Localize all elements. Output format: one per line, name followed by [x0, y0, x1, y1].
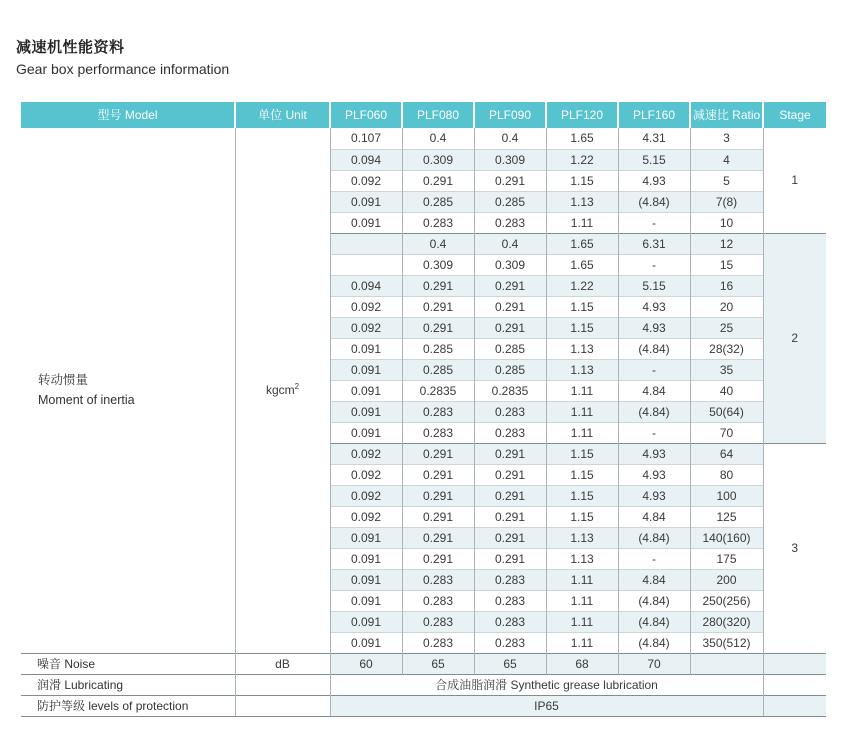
- header-stage: Stage: [763, 102, 826, 128]
- noise-value-plf060: 60: [330, 653, 402, 674]
- ratio-value-cell: 20: [690, 296, 763, 317]
- inertia-value-cell: 0.091: [330, 212, 402, 233]
- table-header-row: [21, 102, 826, 128]
- ratio-value-cell: 25: [690, 317, 763, 338]
- inertia-value-cell: 0.291: [402, 527, 474, 548]
- ratio-value-cell: 35: [690, 359, 763, 380]
- inertia-value-cell: 0.291: [402, 443, 474, 464]
- inertia-value-cell: 1.15: [546, 317, 618, 338]
- inertia-value-cell: 0.283: [402, 401, 474, 422]
- inertia-value-cell: 0.091: [330, 338, 402, 359]
- inertia-value-cell: 1.13: [546, 527, 618, 548]
- inertia-value-cell: 0.283: [474, 422, 546, 443]
- inertia-value-cell: 1.13: [546, 191, 618, 212]
- header-ratio: 减速比 Ratio: [690, 102, 763, 128]
- inertia-value-cell: 4.93: [618, 485, 690, 506]
- inertia-value-cell: 0.094: [330, 275, 402, 296]
- noise-row: [21, 653, 826, 674]
- lubricating-label: 润滑 Lubricating: [21, 674, 235, 695]
- inertia-row: [21, 128, 826, 149]
- ratio-value-cell: 28(32): [690, 338, 763, 359]
- inertia-value-cell: 0.291: [474, 464, 546, 485]
- inertia-value-cell: 1.13: [546, 338, 618, 359]
- inertia-value-cell: 4.93: [618, 443, 690, 464]
- inertia-value-cell: 0.309: [474, 149, 546, 170]
- ratio-value-cell: 15: [690, 254, 763, 275]
- inertia-value-cell: [330, 254, 402, 275]
- unit-superscript: 2: [294, 382, 300, 392]
- inertia-value-cell: 0.285: [474, 359, 546, 380]
- noise-label: 噪音 Noise: [21, 653, 235, 674]
- inertia-value-cell: 0.091: [330, 611, 402, 632]
- inertia-value-cell: 0.091: [330, 401, 402, 422]
- inertia-value-cell: 0.291: [402, 317, 474, 338]
- inertia-value-cell: 0.283: [474, 212, 546, 233]
- inertia-value-cell: 0.091: [330, 422, 402, 443]
- inertia-value-cell: 0.091: [330, 590, 402, 611]
- inertia-value-cell: 1.11: [546, 401, 618, 422]
- protection-label: 防护等级 levels of protection: [21, 695, 235, 716]
- inertia-value-cell: 0.4: [402, 233, 474, 254]
- inertia-value-cell: 1.13: [546, 359, 618, 380]
- inertia-value-cell: 0.291: [474, 548, 546, 569]
- inertia-value-cell: 0.291: [474, 527, 546, 548]
- inertia-value-cell: (4.84): [618, 191, 690, 212]
- header-plf120: PLF120: [546, 102, 618, 128]
- inertia-value-cell: 0.091: [330, 359, 402, 380]
- ratio-value-cell: 5: [690, 170, 763, 191]
- inertia-value-cell: -: [618, 254, 690, 275]
- title-block: [16, 36, 229, 77]
- inertia-value-cell: 0.285: [402, 359, 474, 380]
- inertia-value-cell: 0.291: [402, 275, 474, 296]
- inertia-value-cell: 0.309: [402, 254, 474, 275]
- lubricating-unit-empty: [235, 674, 330, 695]
- inertia-value-cell: 1.65: [546, 233, 618, 254]
- ratio-value-cell: 250(256): [690, 590, 763, 611]
- inertia-value-cell: 1.65: [546, 128, 618, 149]
- header-plf160: PLF160: [618, 102, 690, 128]
- inertia-value-cell: 4.93: [618, 464, 690, 485]
- inertia-value-cell: 0.092: [330, 170, 402, 191]
- noise-value-plf080: 65: [402, 653, 474, 674]
- page-title-en: Gear box performance information: [16, 61, 230, 77]
- inertia-value-cell: 6.31: [618, 233, 690, 254]
- inertia-value-cell: 0.283: [402, 422, 474, 443]
- lubricating-value: 合成油脂润滑 Synthetic grease lubrication: [330, 674, 763, 695]
- inertia-value-cell: 0.091: [330, 569, 402, 590]
- inertia-value-cell: 0.091: [330, 548, 402, 569]
- unit-base: kgcm: [265, 383, 295, 398]
- inertia-value-cell: 1.11: [546, 380, 618, 401]
- inertia-value-cell: 0.291: [474, 443, 546, 464]
- inertia-value-cell: 1.15: [546, 443, 618, 464]
- inertia-value-cell: 1.65: [546, 254, 618, 275]
- inertia-value-cell: 0.092: [330, 296, 402, 317]
- inertia-value-cell: 1.13: [546, 548, 618, 569]
- header-plf060: PLF060: [330, 102, 402, 128]
- inertia-value-cell: (4.84): [618, 527, 690, 548]
- inertia-value-cell: 5.15: [618, 275, 690, 296]
- inertia-value-cell: 0.2835: [402, 380, 474, 401]
- inertia-value-cell: 0.092: [330, 464, 402, 485]
- stage-cell: 3: [763, 443, 826, 653]
- inertia-value-cell: 0.107: [330, 128, 402, 149]
- inertia-value-cell: 0.091: [330, 380, 402, 401]
- protection-row: [21, 695, 826, 716]
- noise-unit: dB: [235, 653, 330, 674]
- protection-unit-empty: [235, 695, 330, 716]
- inertia-value-cell: -: [618, 212, 690, 233]
- inertia-value-cell: (4.84): [618, 338, 690, 359]
- inertia-value-cell: (4.84): [618, 632, 690, 653]
- ratio-value-cell: 10: [690, 212, 763, 233]
- ratio-value-cell: 4: [690, 149, 763, 170]
- inertia-value-cell: 0.283: [474, 611, 546, 632]
- ratio-value-cell: 3: [690, 128, 763, 149]
- inertia-value-cell: 0.091: [330, 527, 402, 548]
- ratio-value-cell: 125: [690, 506, 763, 527]
- performance-table: [21, 102, 826, 717]
- ratio-value-cell: 80: [690, 464, 763, 485]
- inertia-label-en: Moment of inertia: [38, 393, 135, 408]
- inertia-value-cell: 0.291: [402, 485, 474, 506]
- inertia-value-cell: 0.283: [402, 569, 474, 590]
- inertia-value-cell: 4.93: [618, 170, 690, 191]
- ratio-value-cell: 200: [690, 569, 763, 590]
- ratio-value-cell: 40: [690, 380, 763, 401]
- inertia-value-cell: 4.93: [618, 296, 690, 317]
- noise-value-plf160: 70: [618, 653, 690, 674]
- lubricating-stage-empty: [763, 674, 826, 695]
- inertia-value-cell: 1.11: [546, 632, 618, 653]
- inertia-value-cell: 0.283: [402, 611, 474, 632]
- noise-value-plf090: 65: [474, 653, 546, 674]
- inertia-value-cell: 0.091: [330, 191, 402, 212]
- inertia-value-cell: 1.11: [546, 422, 618, 443]
- inertia-value-cell: 1.11: [546, 212, 618, 233]
- ratio-value-cell: 280(320): [690, 611, 763, 632]
- page-title-zh: 减速机性能资料: [16, 39, 125, 56]
- inertia-value-cell: 0.285: [474, 338, 546, 359]
- inertia-value-cell: 0.092: [330, 506, 402, 527]
- inertia-value-cell: 4.31: [618, 128, 690, 149]
- inertia-value-cell: 0.291: [474, 296, 546, 317]
- inertia-value-cell: 0.291: [474, 506, 546, 527]
- ratio-value-cell: 140(160): [690, 527, 763, 548]
- inertia-value-cell: 0.291: [474, 317, 546, 338]
- inertia-value-cell: 0.283: [474, 632, 546, 653]
- inertia-value-cell: 0.291: [402, 296, 474, 317]
- inertia-value-cell: 0.092: [330, 317, 402, 338]
- noise-value-plf120: 68: [546, 653, 618, 674]
- protection-stage-empty: [763, 695, 826, 716]
- inertia-value-cell: 1.15: [546, 170, 618, 191]
- header-plf090: PLF090: [474, 102, 546, 128]
- inertia-value-cell: 1.11: [546, 590, 618, 611]
- inertia-unit: [235, 128, 330, 653]
- inertia-value-cell: (4.84): [618, 401, 690, 422]
- ratio-value-cell: 175: [690, 548, 763, 569]
- inertia-value-cell: 1.22: [546, 149, 618, 170]
- inertia-value-cell: 0.291: [402, 506, 474, 527]
- inertia-value-cell: 0.285: [402, 191, 474, 212]
- inertia-value-cell: 0.291: [474, 170, 546, 191]
- inertia-value-cell: 0.4: [474, 128, 546, 149]
- inertia-value-cell: 0.4: [474, 233, 546, 254]
- inertia-value-cell: 1.22: [546, 275, 618, 296]
- inertia-model-label: [21, 128, 235, 653]
- inertia-value-cell: 0.285: [474, 191, 546, 212]
- inertia-value-cell: 1.11: [546, 611, 618, 632]
- inertia-value-cell: 0.091: [330, 632, 402, 653]
- inertia-label-zh: 转动惯量: [38, 373, 89, 388]
- ratio-value-cell: 100: [690, 485, 763, 506]
- inertia-value-cell: 0.283: [402, 212, 474, 233]
- inertia-value-cell: -: [618, 548, 690, 569]
- inertia-value-cell: 0.309: [402, 149, 474, 170]
- inertia-value-cell: 0.291: [402, 464, 474, 485]
- ratio-value-cell: 350(512): [690, 632, 763, 653]
- inertia-value-cell: 1.11: [546, 569, 618, 590]
- inertia-value-cell: 0.285: [402, 338, 474, 359]
- header-plf080: PLF080: [402, 102, 474, 128]
- inertia-value-cell: [330, 233, 402, 254]
- inertia-value-cell: 0.283: [402, 590, 474, 611]
- inertia-value-cell: 0.092: [330, 485, 402, 506]
- inertia-value-cell: 4.84: [618, 506, 690, 527]
- header-unit: 单位 Unit: [235, 102, 330, 128]
- inertia-value-cell: 0.4: [402, 128, 474, 149]
- protection-value: IP65: [330, 695, 763, 716]
- inertia-value-cell: 1.15: [546, 506, 618, 527]
- ratio-value-cell: 7(8): [690, 191, 763, 212]
- inertia-value-cell: 0.291: [474, 275, 546, 296]
- ratio-value-cell: 50(64): [690, 401, 763, 422]
- inertia-value-cell: 1.15: [546, 296, 618, 317]
- inertia-value-cell: 4.84: [618, 569, 690, 590]
- inertia-value-cell: 0.283: [474, 569, 546, 590]
- ratio-value-cell: 12: [690, 233, 763, 254]
- inertia-value-cell: 4.93: [618, 317, 690, 338]
- inertia-value-cell: (4.84): [618, 611, 690, 632]
- inertia-value-cell: 0.291: [402, 548, 474, 569]
- noise-stage-empty: [763, 653, 826, 674]
- lubricating-row: [21, 674, 826, 695]
- ratio-value-cell: 70: [690, 422, 763, 443]
- inertia-value-cell: 1.15: [546, 464, 618, 485]
- inertia-value-cell: 0.291: [402, 170, 474, 191]
- inertia-value-cell: (4.84): [618, 590, 690, 611]
- inertia-value-cell: -: [618, 359, 690, 380]
- noise-ratio-empty: [690, 653, 763, 674]
- inertia-value-cell: 0.283: [402, 632, 474, 653]
- inertia-value-cell: 4.84: [618, 380, 690, 401]
- inertia-value-cell: 0.309: [474, 254, 546, 275]
- inertia-value-cell: 1.15: [546, 485, 618, 506]
- inertia-value-cell: 0.094: [330, 149, 402, 170]
- inertia-value-cell: -: [618, 422, 690, 443]
- inertia-value-cell: 0.291: [474, 485, 546, 506]
- ratio-value-cell: 64: [690, 443, 763, 464]
- stage-cell: 1: [763, 128, 826, 233]
- stage-cell: 2: [763, 233, 826, 443]
- inertia-value-cell: 0.283: [474, 401, 546, 422]
- inertia-value-cell: 5.15: [618, 149, 690, 170]
- header-model: 型号 Model: [21, 102, 235, 128]
- inertia-value-cell: 0.283: [474, 590, 546, 611]
- inertia-value-cell: 0.2835: [474, 380, 546, 401]
- inertia-value-cell: 0.092: [330, 443, 402, 464]
- ratio-value-cell: 16: [690, 275, 763, 296]
